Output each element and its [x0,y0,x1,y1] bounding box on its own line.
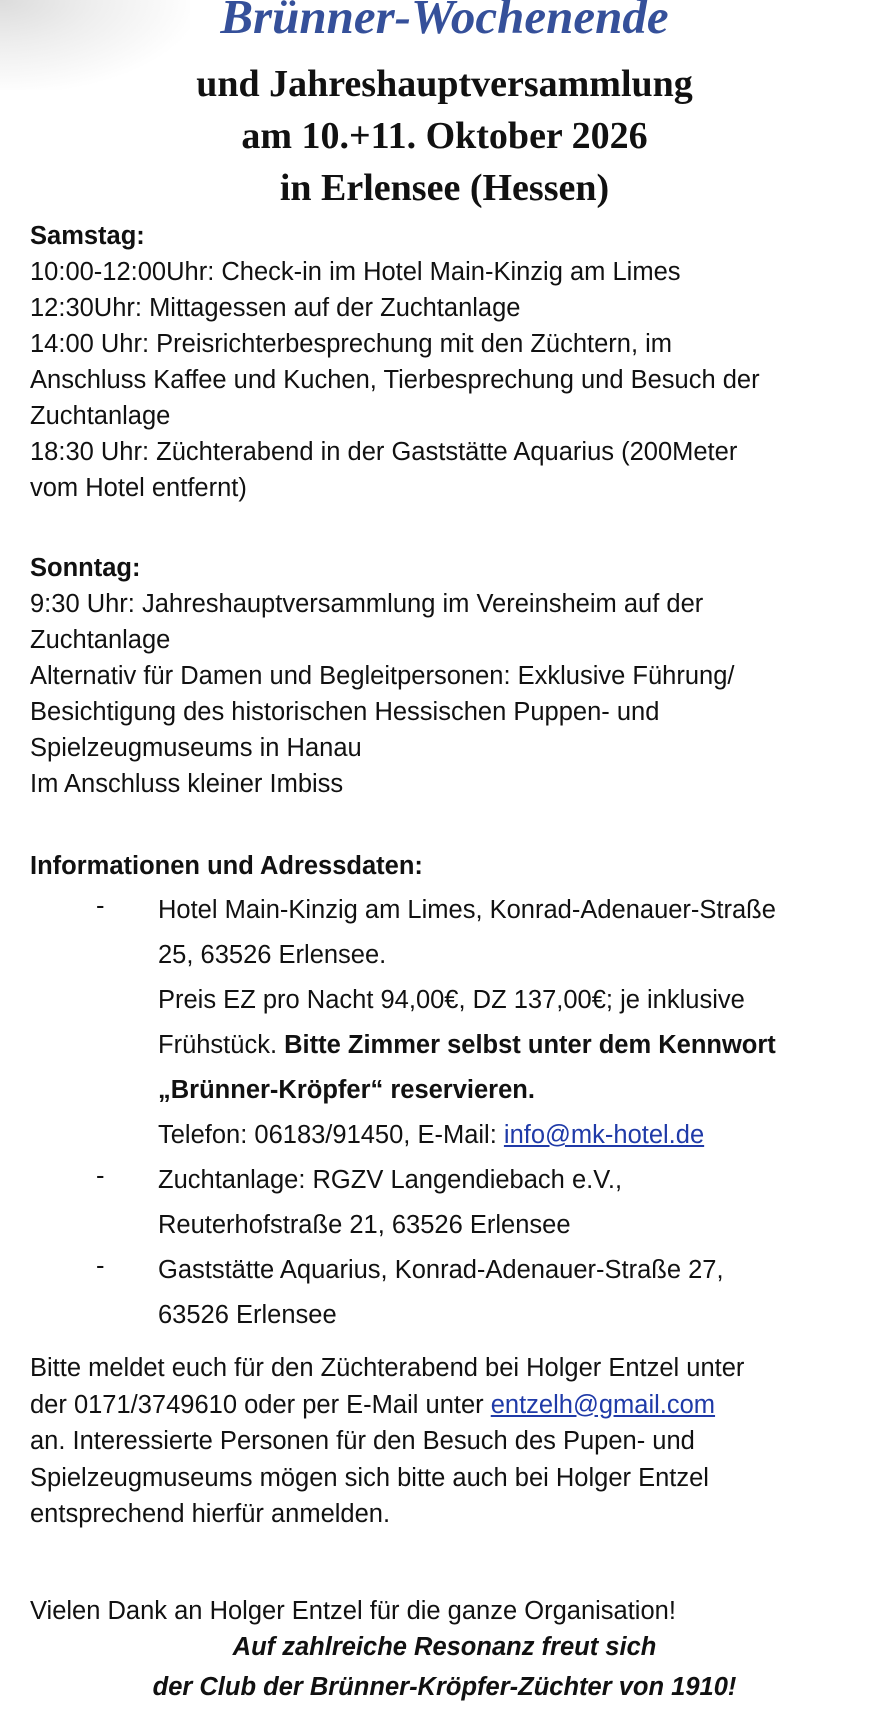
info-item-restaurant [30,1248,870,1338]
info-section [30,848,870,1338]
schedule-line: 14:00 Uhr: Preisrichterbesprechung mit den Züchtern, im [30,330,673,358]
hotel-contact-line [158,1113,870,1158]
registration-line: Spielzeugmuseums mögen sich bitte auch bei Holger Entzel [30,1463,709,1492]
info-item-hotel [30,888,870,1158]
schedule-line: Im Anschluss kleiner Imbiss [30,770,344,798]
saturday-heading: Samstag: [30,222,145,250]
event-location: in Erlensee (Hessen) [279,167,610,209]
breakfast-text: Frühstück. [158,1031,278,1059]
closing-message [0,1627,889,1707]
closing-line: der Club der Brünner-Kröpfer-Züchter von 1910! [152,1673,737,1701]
hotel-phone: Telefon: 06183/91450, E-Mail: [158,1121,497,1149]
closing-line: Auf zahlreiche Resonanz freut sich [232,1633,657,1661]
schedule-line: Zuchtanlage [30,402,171,430]
list-dash: - [96,892,105,920]
schedule-line: 10:00-12:00Uhr: Check-in im Hotel Main-Kinzig am Limes [30,258,681,286]
club-address-line: Reuterhofstraße 21, 63526 Erlensee [158,1211,571,1239]
hotel-reservation-line [158,1023,870,1068]
list-dash: - [96,1252,105,1280]
schedule-line: vom Hotel entfernt) [30,474,247,502]
event-subtitle-meeting: und Jahreshauptversammlung [196,63,693,105]
club-address-line: Zuchtanlage: RGZV Langendiebach e.V., [158,1166,623,1194]
schedule-line: Spielzeugmuseums in Hanau [30,734,362,762]
registration-line: an. Interessierte Personen für den Besuch des Pupen- und [30,1427,695,1455]
hotel-email-link[interactable]: info@mk-hotel.de [503,1121,705,1149]
registration-line [30,1387,870,1424]
registration-paragraph [30,1350,870,1533]
schedule-line: 12:30Uhr: Mittagessen auf der Zuchtanlage [30,294,521,322]
schedule-line: 18:30 Uhr: Züchterabend in der Gaststätte Aquarius (200Meter [30,438,738,466]
schedule-line: Anschluss Kaffee und Kuchen, Tierbesprechung und Besuch der [30,366,760,394]
reservation-keyword: „Brünner-Kröpfer“ reservieren. [158,1076,535,1104]
sunday-schedule [30,550,870,802]
sunday-heading: Sonntag: [30,554,141,582]
event-date: am 10.+11. Oktober 2026 [241,115,648,157]
info-heading: Informationen und Adressdaten: [30,852,423,880]
thanks-note: Vielen Dank an Holger Entzel für die ganze Organisation! [30,1596,676,1625]
registration-phone: der 0171/3749610 oder per E-Mail unter [30,1390,484,1419]
hotel-price-line: Preis EZ pro Nacht 94,00€, DZ 137,00€; je inklusive [158,986,745,1014]
schedule-line: 9:30 Uhr: Jahreshauptversammlung im Vereinsheim auf der [30,590,704,618]
restaurant-address-line: Gaststätte Aquarius, Konrad-Adenauer-Straße 27, [158,1256,724,1284]
registration-line: Bitte meldet euch für den Züchterabend bei Holger Entzel unter [30,1354,745,1382]
schedule-line: Besichtigung des historischen Hessischen Puppen- und [30,698,660,726]
hotel-reservation-line [158,1068,870,1113]
hotel-address-line: Hotel Main-Kinzig am Limes, Konrad-Adenauer-Straße [158,896,776,924]
reservation-note: Bitte Zimmer selbst unter dem Kennwort [284,1031,776,1059]
schedule-line: Zuchtanlage [30,626,171,654]
registration-line: entsprechend hierfür anmelden. [30,1500,391,1528]
event-title: Brünner-Wochenende [220,0,669,44]
restaurant-address-line: 63526 Erlensee [158,1301,337,1329]
list-dash: - [96,1162,105,1190]
hotel-address-line: 25, 63526 Erlensee. [158,941,387,969]
organizer-email-link[interactable]: entzelh@gmail.com [490,1390,716,1419]
schedule-line: Alternativ für Damen und Begleitpersonen: Exklusive Führung/ [30,662,735,690]
info-item-club [30,1158,870,1248]
saturday-schedule [30,218,870,506]
